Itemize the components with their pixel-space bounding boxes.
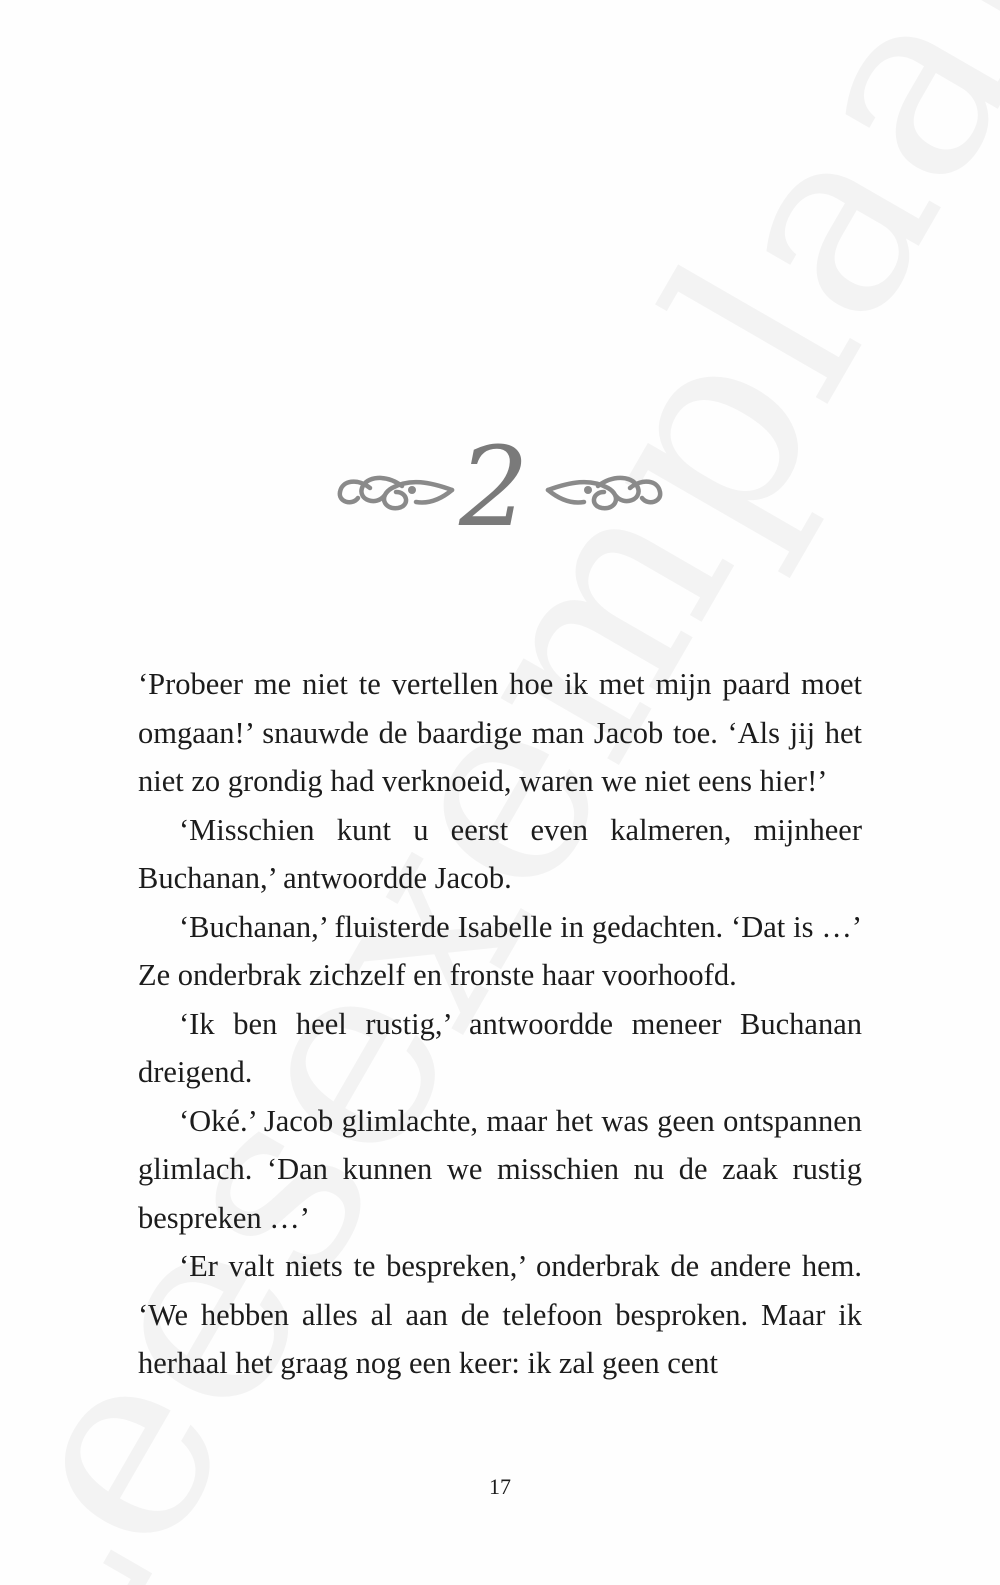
paragraph: ‘Probeer me niet te vertellen hoe ik met mijn paard moet omgaan!’ snauwde de baardige man Jacob toe. ‘Als jij het niet zo grondig had verknoeid, waren we niet eens hier!’	[138, 667, 862, 798]
paragraph: ‘Oké.’ Jacob glimlachte, maar het was geen ontspannen glimlach. ‘Dan kunnen we misschien nu de zaak rustig bespreken …’	[138, 1103, 862, 1235]
paragraph: ‘Misschien kunt u eerst even kalmeren, mijnheer Buchanan,’ antwoordde Jacob.	[138, 812, 862, 895]
body-text	[138, 660, 862, 1388]
paragraph: ‘Ik ben heel rustig,’ antwoordde meneer Buchanan dreigend.	[138, 1006, 862, 1089]
paragraph: ‘Buchanan,’ fluisterde Isabelle in gedachten. ‘Dat is …’ Ze onderbrak zichzelf en fronste haar voorhoofd.	[138, 909, 862, 992]
page-number: 17	[489, 1474, 511, 1499]
paragraph: ‘Er valt niets te bespreken,’ onderbrak de andere hem. ‘We hebben alles al aan de telefoon besproken. Maar ik herhaal het graag nog een keer: ik zal geen cent	[138, 1249, 862, 1380]
chapter-number: 2	[459, 423, 529, 551]
